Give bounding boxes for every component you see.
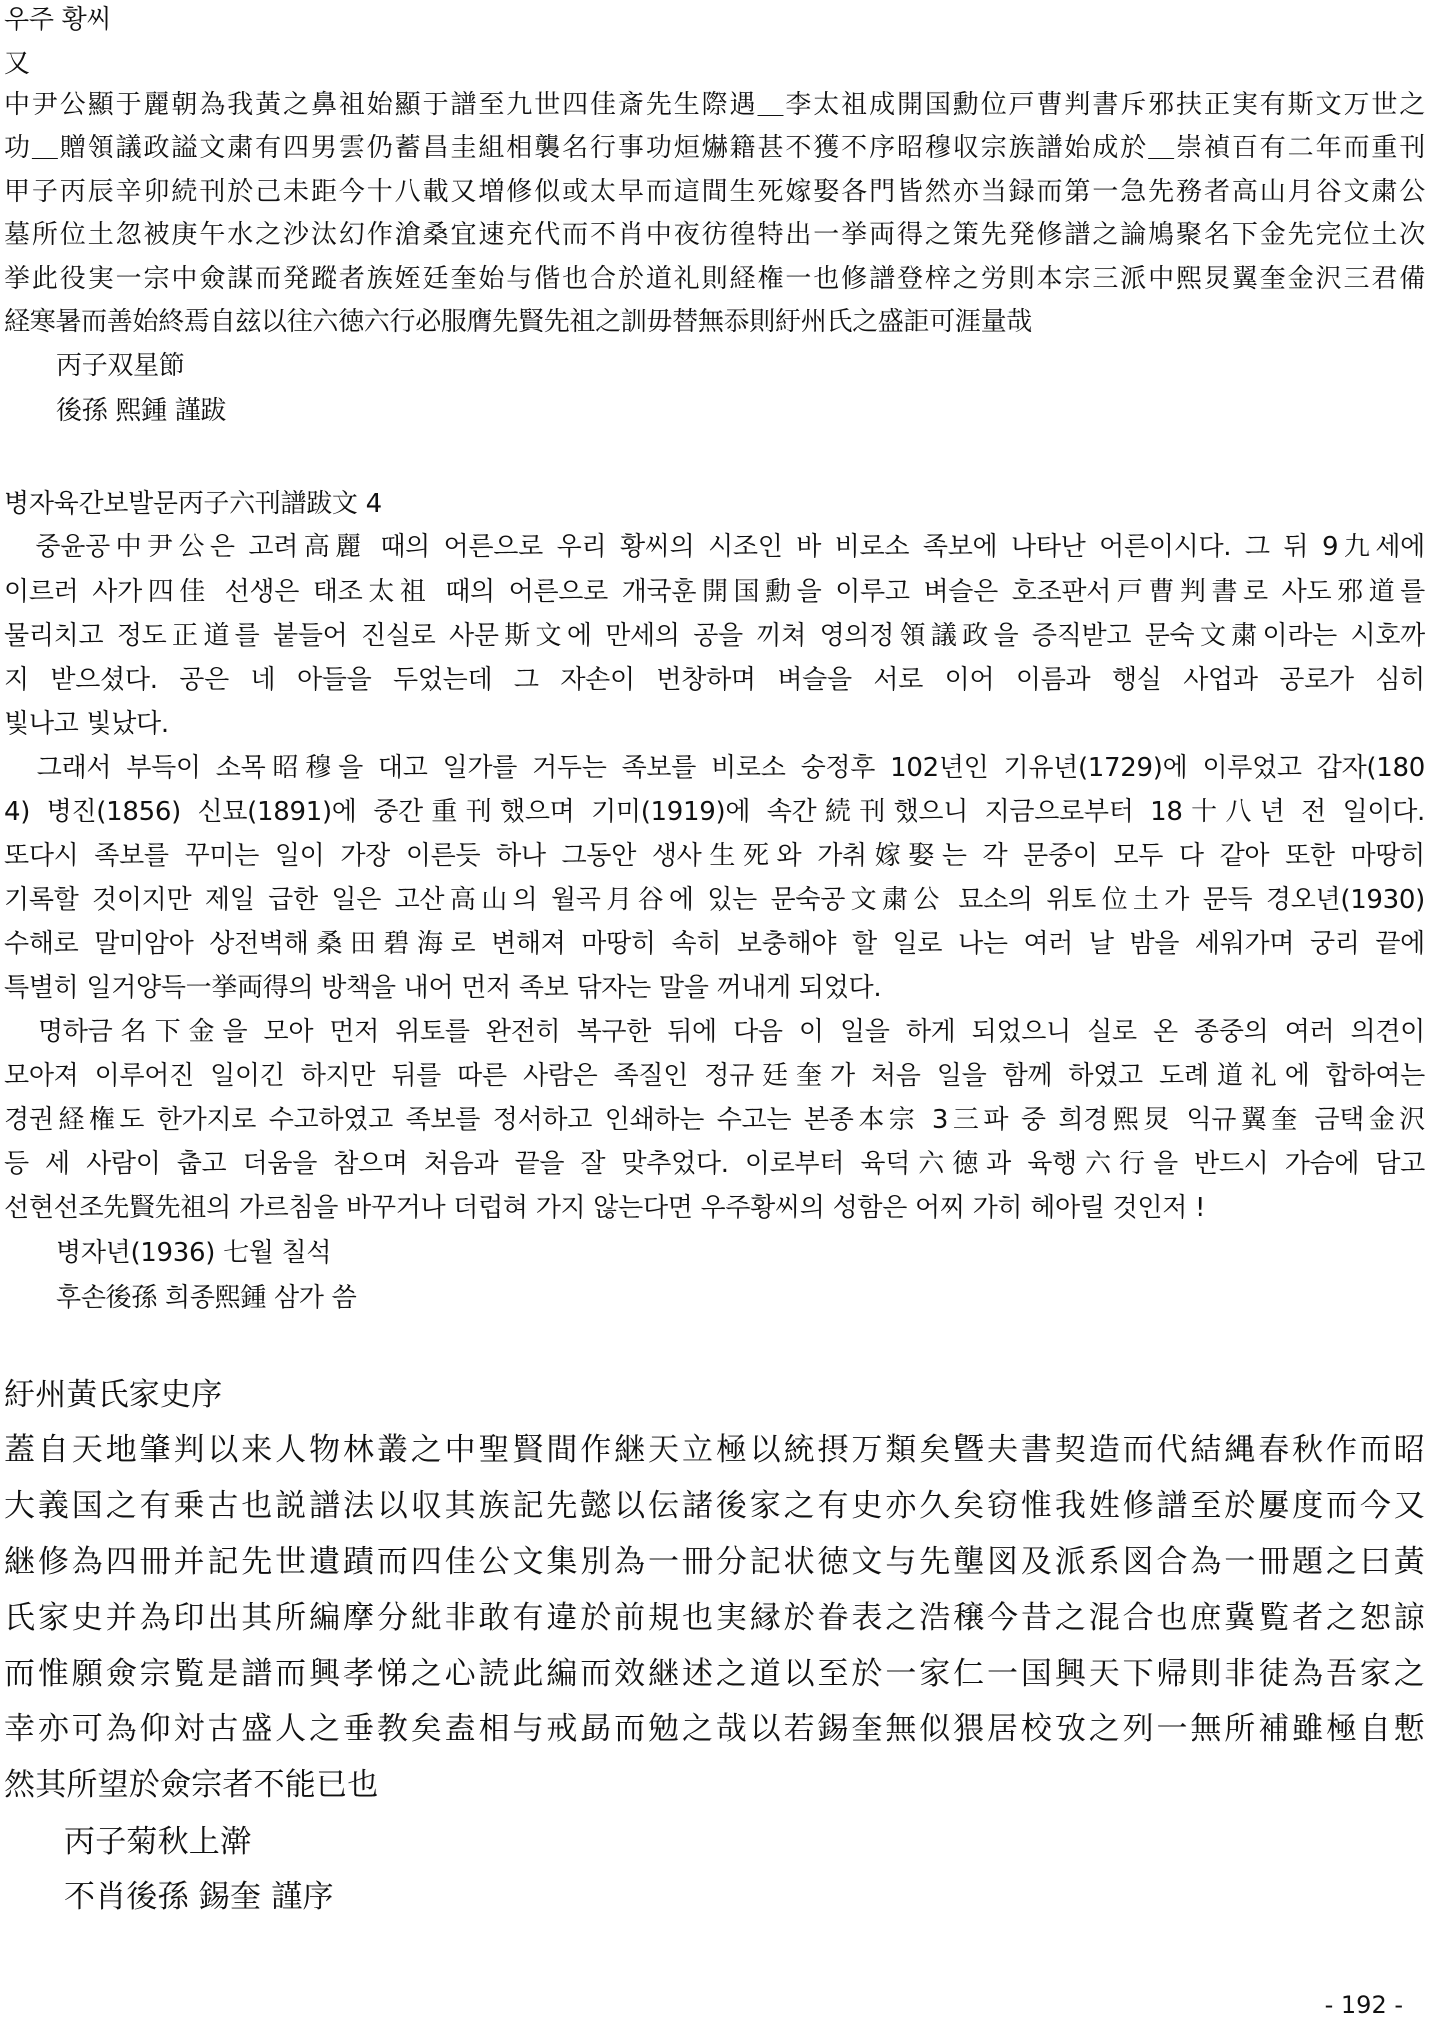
- section2-signature: 후손後孫 희종熙鍾 삼가 씀: [56, 1283, 357, 1313]
- section3-line: 然其所望於僉宗者不能已也: [4, 1767, 379, 1803]
- section2-line: 중윤공中尹公은 고려高麗 때의 어른으로 우리 황씨의 시조인 바 비로소 족보에 나타난 어른이시다. 그 뒤 9九세에: [4, 532, 1425, 562]
- section2-line: 이르러 사가四佳 선생은 태조太祖 때의 어른으로 개국훈開国勳을 이루고 벼슬은 호조판서戸曹判書로 사도邪道를: [4, 577, 1425, 607]
- section2-line: 또다시 족보를 꾸미는 일이 가장 이른듯 하나 그동안 생사生死와 가취嫁娶는 각 문중이 모두 다 같아 또한 마땅히: [4, 841, 1425, 871]
- section2-line: 모아져 이루어진 일이긴 하지만 뒤를 따른 사람은 족질인 정규廷奎가 처음 일을 함께 하였고 도례道礼에 합하여는: [4, 1061, 1425, 1091]
- section3-signature: 不肖後孫 錫奎 謹序: [64, 1879, 334, 1915]
- section2-line: 경권経権도 한가지로 수고하였고 족보를 정서하고 인쇄하는 수고는 본종本宗 3三파 중 희경熙炅 익규翼奎 금택金沢: [4, 1105, 1425, 1135]
- section3-date: 丙子菊秋上澣: [64, 1824, 252, 1860]
- section1-line: 功＿贈領議政謚文粛有四男雲仍蓄昌圭組相襲名行事功烜爀籍甚不獲不序昭穆収宗族譜始成於＿崇禎百有二年而重刊: [4, 133, 1425, 163]
- section2-line: 4) 병진(1856) 신묘(1891)에 중간重刊했으며 기미(1919)에 속간続刊했으니 지금으로부터 18十八년 전 일이다.: [4, 797, 1425, 827]
- section1-signature: 後孫 熙鍾 謹跋: [56, 396, 227, 426]
- page-number: - 192 -: [1324, 1991, 1403, 2019]
- section1-subtitle: 又: [4, 49, 30, 79]
- section1-line: 中尹公顯于麗朝為我黃之鼻祖始顯于譜至九世四佳斎先生際遇＿李太祖成開国勳位戸曹判書斥邪扶正実有斯文万世之: [4, 90, 1425, 120]
- section2-line: 특별히 일거양득一挙両得의 방책을 내어 먼저 족보 닦자는 말을 꺼내게 되었다.: [4, 973, 882, 1003]
- section2-line: 물리치고 정도正道를 붙들어 진실로 사문斯文에 만세의 공을 끼쳐 영의정領議政을 증직받고 문숙文粛이라는 시호까: [4, 621, 1425, 651]
- section1-line: 甲子丙辰辛卯続刊於己未距今十八載又増修似或太早而這間生死嫁娶各門皆然亦当録而第一急先務者高山月谷文粛公: [4, 177, 1425, 207]
- section2-title: 병자육간보발문丙子六刊譜跋文 4: [4, 489, 382, 519]
- section3-line: 幸亦可為仰対古盛人之垂教矣盍相与戒勗而勉之哉以若錫奎無似猥居校攷之列一無所補雖極自慙: [4, 1711, 1425, 1747]
- section3-line: 而惟願僉宗覧是譜而興孝悌之心読此編而效継述之道以至於一家仁一国興天下帰則非徒為吾家之: [4, 1656, 1425, 1692]
- section2-date: 병자년(1936) 七월 칠석: [56, 1238, 332, 1268]
- section1-line: 経寒暑而善始終焉自玆以往六徳六行必服膺先賢先祖之訓毋替無忝則紆州氏之盛詎可涯量哉: [4, 307, 1033, 337]
- section3-line: 蓋自天地肇判以来人物林叢之中聖賢間作継天立極以統摂万類矣曁夫書契造而代結縄春秋作而昭: [4, 1432, 1425, 1468]
- section3-line: 大義国之有乗古也説譜法以収其族記先懿以伝諸後家之有史亦久矣窃惟我姓修譜至於屢度而今又: [4, 1488, 1425, 1524]
- section2-line: 선현선조先賢先祖의 가르침을 바꾸거나 더럽혀 가지 않는다면 우주황씨의 성함은 어찌 가히 헤아릴 것인저 !: [4, 1193, 1206, 1223]
- section2-line: 그래서 부득이 소목昭穆을 대고 일가를 거두는 족보를 비로소 숭정후 102년인 기유년(1729)에 이루었고 갑자(180: [4, 753, 1425, 783]
- section1-title: 우주 황씨: [4, 5, 112, 35]
- section3-title: 紆州黃氏家史序: [4, 1377, 223, 1413]
- section2-line: 기록할 것이지만 제일 급한 일은 고산高山의 월곡月谷에 있는 문숙공文粛公 묘소의 위토位土가 문득 경오년(1930): [4, 885, 1425, 915]
- section1-date: 丙子双星節: [56, 351, 185, 381]
- section2-line: 등 세 사람이 춥고 더움을 참으며 처음과 끝을 잘 맞추었다. 이로부터 육덕六徳과 육행六行을 반드시 가슴에 담고: [4, 1149, 1425, 1179]
- section2-line: 명하금名下金을 모아 먼저 위토를 완전히 복구한 뒤에 다음 이 일을 하게 되었으니 실로 온 종중의 여러 의견이: [4, 1017, 1425, 1047]
- section3-line: 氏家史并為印出其所編摩分紕非敢有違於前規也実縁於眷表之浩穣今昔之混合也庶冀覧者之恕諒: [4, 1600, 1425, 1636]
- section2-line: 빛나고 빛났다.: [4, 709, 169, 739]
- section3-line: 継修為四冊并記先世遺蹟而四佳公文集別為一冊分記状徳文与先壟図及派系図合為一冊題之曰黃: [4, 1544, 1425, 1580]
- section2-line: 수해로 말미암아 상전벽해桑田碧海로 변해져 마땅히 속히 보충해야 할 일로 나는 여러 날 밤을 세워가며 궁리 끝에: [4, 929, 1425, 959]
- section2-line: 지 받으셨다. 공은 네 아들을 두었는데 그 자손이 번창하며 벼슬을 서로 이어 이름과 행실 사업과 공로가 심히: [4, 665, 1425, 695]
- section1-line: 墓所位土忽被庚午水之沙汰幻作滄桑宜速充代而不肖中夜彷徨特出一挙両得之策先発修譜之論鳩聚名下金先完位土次: [4, 220, 1425, 250]
- section1-line: 挙此役実一宗中僉謀而発蹤者族姪廷奎始与偕也合於道礼則経権一也修譜登梓之労則本宗三派中熙炅翼奎金沢三君備: [4, 264, 1425, 294]
